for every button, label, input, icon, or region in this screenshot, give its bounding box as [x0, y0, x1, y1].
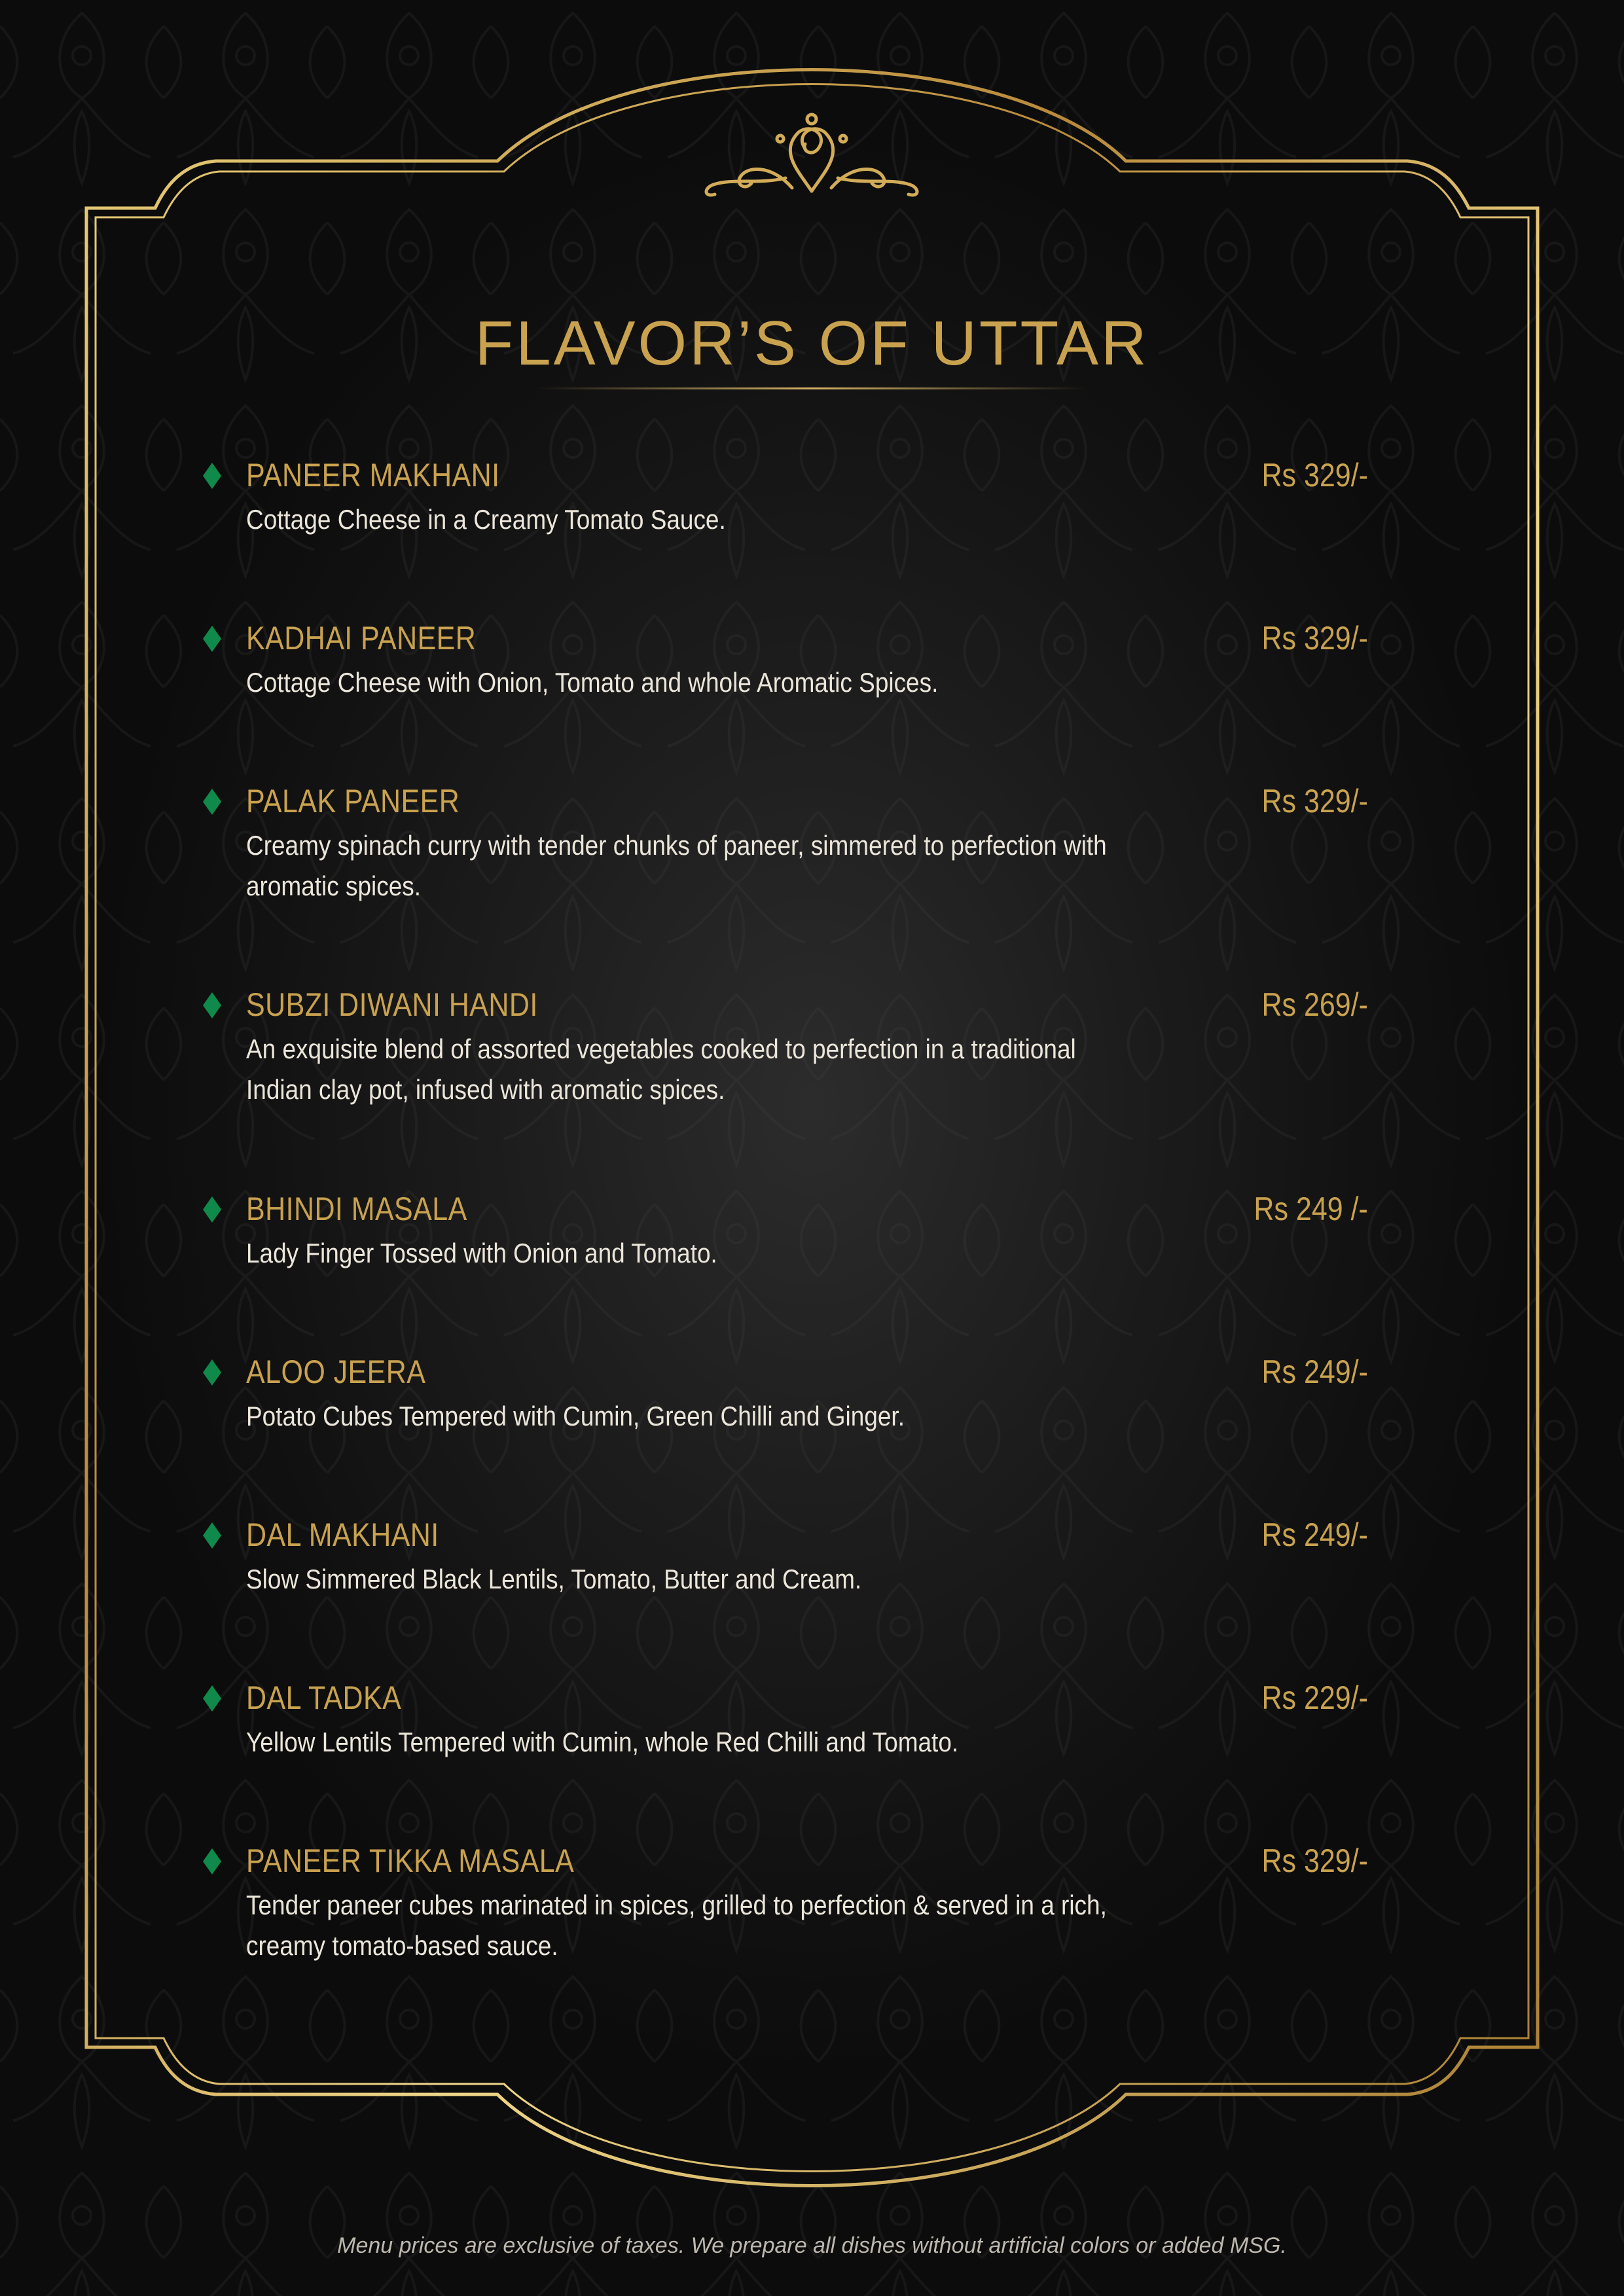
item-price: Rs 249 /-	[1254, 1191, 1368, 1227]
item-price: Rs 229/-	[1261, 1679, 1368, 1716]
item-price: Rs 329/-	[1261, 620, 1368, 656]
title-divider	[537, 387, 1087, 389]
diamond-icon	[203, 1359, 221, 1386]
diamond-icon	[203, 1196, 221, 1223]
item-price: Rs 329/-	[1261, 783, 1368, 819]
diamond-icon	[203, 1522, 221, 1549]
item-name: PANEER MAKHANI	[246, 457, 500, 493]
item-name: KADHAI PANEER	[246, 620, 477, 656]
item-description: Creamy spinach curry with tender chunks of paneer, simmered to perfection with aromatic spices.	[246, 830, 1107, 901]
footer-note: Menu prices are exclusive of taxes. We prepare all dishes without artificial colors or added MSG.	[337, 2233, 1287, 2258]
item-description: An exquisite blend of assorted vegetables cooked to perfection in a traditional Indian clay pot, infused with aromatic spices.	[246, 1033, 1076, 1105]
item-price: Rs 329/-	[1261, 1842, 1368, 1879]
diamond-icon	[203, 992, 221, 1018]
diamond-icon	[203, 463, 221, 489]
item-name: SUBZI DIWANI HANDI	[246, 986, 538, 1023]
diamond-icon	[203, 789, 221, 815]
item-description: Yellow Lentils Tempered with Cumin, whole Red Chilli and Tomato.	[246, 1727, 959, 1757]
item-description: Cottage Cheese with Onion, Tomato and whole Aromatic Spices.	[246, 667, 939, 698]
item-name: BHINDI MASALA	[246, 1191, 467, 1227]
diamond-icon	[203, 1848, 221, 1874]
item-price: Rs 269/-	[1261, 986, 1368, 1023]
item-name: PANEER TIKKA MASALA	[246, 1842, 575, 1879]
item-description: Slow Simmered Black Lentils, Tomato, Butter and Cream.	[246, 1564, 862, 1594]
item-description: Tender paneer cubes marinated in spices, grilled to perfection & served in a rich, creamy tomato-based sauce.	[246, 1890, 1107, 1961]
item-price: Rs 249/-	[1261, 1516, 1368, 1553]
filigree-scroll-icon	[700, 113, 924, 198]
item-description: Potato Cubes Tempered with Cumin, Green Chilli and Ginger.	[246, 1401, 905, 1431]
item-name: PALAK PANEER	[246, 783, 460, 819]
item-price: Rs 249/-	[1261, 1354, 1368, 1390]
item-name: DAL TADKA	[246, 1679, 402, 1716]
diamond-icon	[203, 626, 221, 652]
item-name: DAL MAKHANI	[246, 1516, 439, 1553]
menu-title: FLAVOR’S OF UTTAR	[475, 308, 1149, 378]
item-description: Lady Finger Tossed with Onion and Tomato.	[246, 1238, 717, 1268]
item-price: Rs 329/-	[1261, 457, 1368, 493]
item-description: Cottage Cheese in a Creamy Tomato Sauce.	[246, 504, 726, 535]
diamond-icon	[203, 1685, 221, 1712]
item-name: ALOO JEERA	[246, 1354, 426, 1390]
